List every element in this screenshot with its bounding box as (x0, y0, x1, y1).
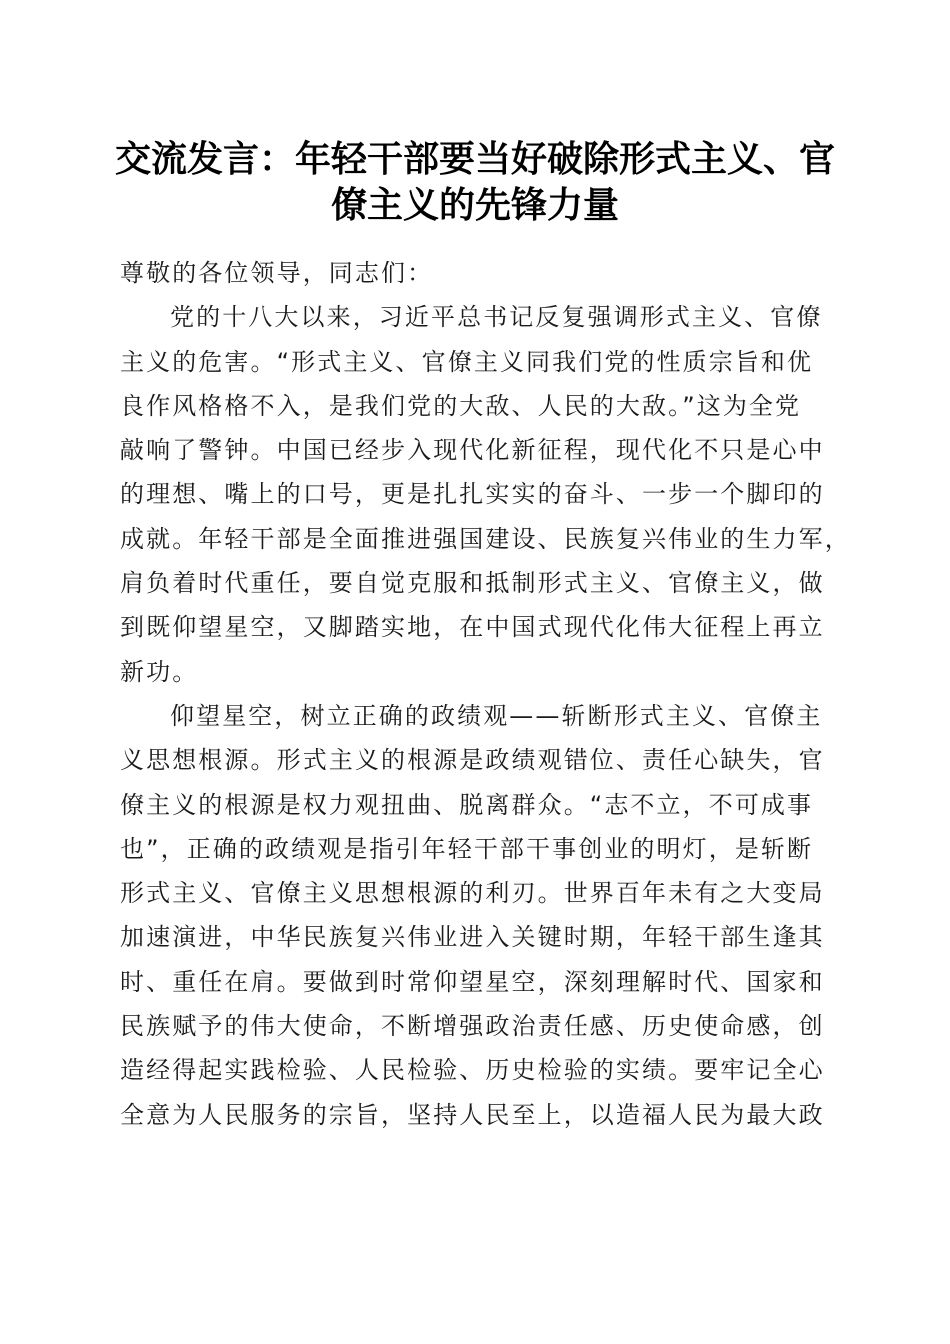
paragraph-1-line: 的理想、嘴上的口号，更是扎扎实实的奋斗、一步一个脚印的 (120, 480, 825, 509)
paragraph-1-line: 到既仰望星空，又脚踏实地，在中国式现代化伟大征程上再立 (120, 613, 825, 642)
title-line-2: 僚主义的先锋力量 (330, 184, 619, 226)
paragraph-2-line: 仰望星空，树立正确的政绩观——斩断形式主义、官僚主 (170, 701, 823, 730)
paragraph-1-line: 良作风格格不入，是我们党的大敌、人民的大敌。”这为全党 (120, 391, 802, 420)
document-title (100, 136, 850, 228)
paragraph-1-line: 敲响了警钟。中国已经步入现代化新征程，现代化不只是心中 (120, 436, 825, 465)
paragraph-1-line: 主义的危害。“形式主义、官僚主义同我们党的性质宗旨和优 (120, 347, 814, 376)
paragraph-1-line: 成就。年轻干部是全面推进强国建设、民族复兴伟业的生力军， (120, 524, 851, 553)
paragraph-2-line: 义思想根源。形式主义的根源是政绩观错位、责任心缺失，官 (120, 746, 825, 775)
salutation: 尊敬的各位领导，同志们： (120, 259, 434, 287)
paragraph-2-line: 僚主义的根源是权力观扭曲、脱离群众。“志不立，不可成事 (120, 790, 814, 819)
paragraph-2-line: 加速演进，中华民族复兴伟业进入关键时期，年轻干部生逢其 (120, 923, 825, 952)
paragraph-1-line: 党的十八大以来，习近平总书记反复强调形式主义、官僚 (170, 303, 823, 332)
paragraph-2-line: 民族赋予的伟大使命，不断增强政治责任感、历史使命感，创 (120, 1012, 825, 1041)
paragraph-2-line: 时、重任在肩。要做到时常仰望星空，深刻理解时代、国家和 (120, 967, 825, 996)
document-body (120, 251, 851, 1137)
paragraph-1-line: 新功。 (120, 657, 199, 686)
paragraph-2-line: 形式主义、官僚主义思想根源的利刃。世界百年未有之大变局 (120, 879, 825, 908)
paragraph-2-line: 全意为人民服务的宗旨，坚持人民至上，以造福人民为最大政 (120, 1100, 825, 1129)
title-line-1: 交流发言：年轻干部要当好破除形式主义、官 (114, 138, 835, 180)
paragraph-1-line: 肩负着时代重任，要自觉克服和抵制形式主义、官僚主义，做 (120, 569, 825, 598)
paragraph-2-line: 造经得起实践检验、人民检验、历史检验的实绩。要牢记全心 (120, 1056, 825, 1085)
paragraph-2-line: 也”，正确的政绩观是指引年轻干部干事创业的明灯，是斩断 (120, 834, 814, 863)
